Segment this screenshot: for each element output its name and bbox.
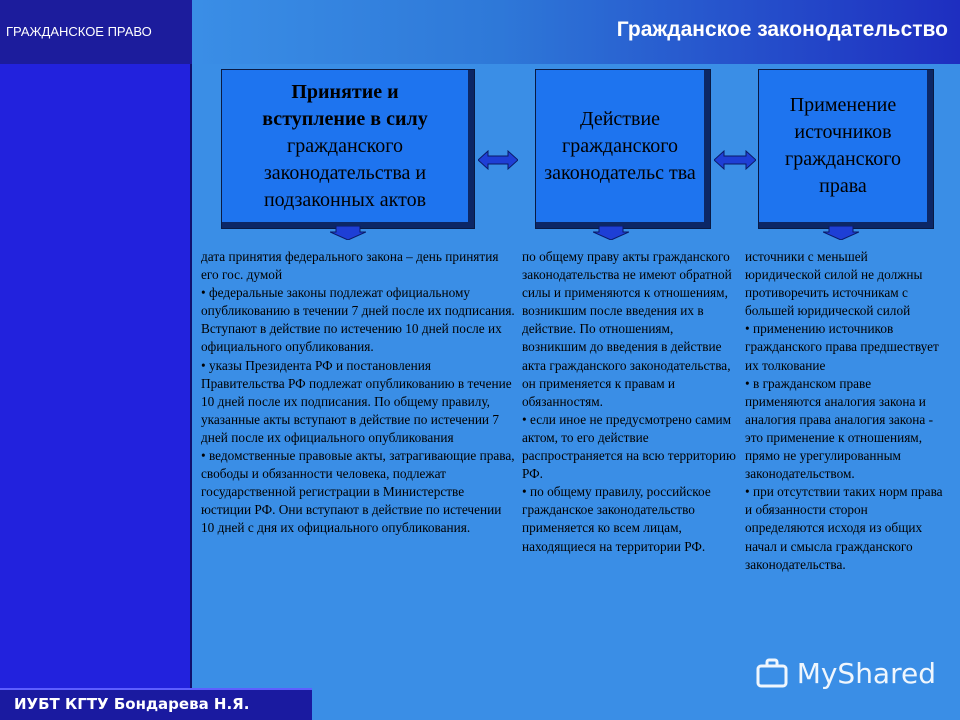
course-label: ГРАЖДАНСКОЕ ПРАВО: [6, 24, 152, 39]
heading-box-adoption: [222, 70, 474, 228]
footer-author: ИУБТ КГТУ Бондарева Н.Я.: [14, 695, 250, 713]
down-pointer-icon: [593, 226, 629, 240]
down-pointer-icon: [823, 226, 859, 240]
column-paragraph: источники с меньшей юридической силой не должны противоречить источникам с большей юридической силой: [745, 249, 923, 319]
column-adoption-text: [201, 248, 515, 538]
column-paragraph: • при отсутствии таких норм права и обязанности сторон определяются исходя из общих начал и смысла гражданского законодательства.: [745, 484, 943, 572]
sidebar-header: [0, 0, 192, 64]
heading-adoption-rest: гражданского законодательства и подзаконных актов: [263, 134, 427, 211]
column-paragraph: дата принятия федерального закона – день принятия его гос. думой: [201, 249, 499, 283]
heading-box-effect: [536, 70, 710, 228]
column-paragraph: • если иное не предусмотрено самим актом, то его действие распространяется на всю территорию РФ.: [522, 411, 736, 482]
column-effect-text: [522, 248, 736, 556]
heading-application-text: Применение источников гражданского права: [785, 94, 901, 197]
header-bar: [194, 0, 960, 64]
double-arrow-icon: [478, 150, 518, 170]
heading-adoption-line2: вступление в силу: [262, 107, 428, 130]
double-arrow-icon: [714, 150, 756, 170]
heading-box-application: [759, 70, 933, 228]
column-paragraph: • в гражданском праве применяются аналогия закона и аналогия права аналогия закона - это применение к отношениям, прямо не урегулированным законодательством.: [745, 375, 934, 482]
slide-title: Гражданское законодательство: [616, 18, 948, 41]
column-paragraph: • ведомственные правовые акты, затрагивающие права, свободы и обязанности человека, подлежат государственной регистрации в Министерстве юстиции РФ. Они вступают в действие по истечении 10 дней с дня их официального опубликования.: [201, 448, 515, 536]
left-sidebar: [0, 0, 192, 720]
column-paragraph: • указы Президента РФ и постановления Правительства РФ подлежат опубликованию в течение 10 дней после их подписания. По общему правилу, указанные акты вступают в действие по истечении 7 дней после их официального опубликования: [201, 357, 512, 445]
heading-effect-text: Действие гражданского законодательс тва: [544, 107, 696, 184]
column-paragraph: • применению источников гражданского права предшествует их толкование: [745, 321, 939, 373]
column-paragraph: • по общему правилу, российское гражданское законодательство применяется ко всем лицам, находящиеся на территории РФ.: [522, 484, 711, 554]
column-paragraph: по общему праву акты гражданского законодательства не имеют обратной силы и применяются к отношениям, возникшим после введения их в действие. По отношениям, возникшим до введения в действие акта гражданского законодательства, он применяется к правам и обязанностям.: [522, 249, 732, 409]
column-paragraph: • федеральные законы подлежат официальному опубликованию в течении 7 дней после их подписания. Вступают в действие по истечению 10 дней после их официального опубликования.: [201, 285, 515, 355]
heading-adoption-text: [222, 79, 468, 214]
column-application-text: [745, 248, 943, 574]
watermark: [755, 656, 936, 690]
footer-bar: [0, 688, 312, 720]
watermark-logo-icon: [755, 656, 789, 690]
watermark-text: MyShared: [796, 656, 936, 690]
heading-adoption-line1: Принятие и: [291, 80, 399, 103]
down-pointer-icon: [330, 226, 366, 240]
